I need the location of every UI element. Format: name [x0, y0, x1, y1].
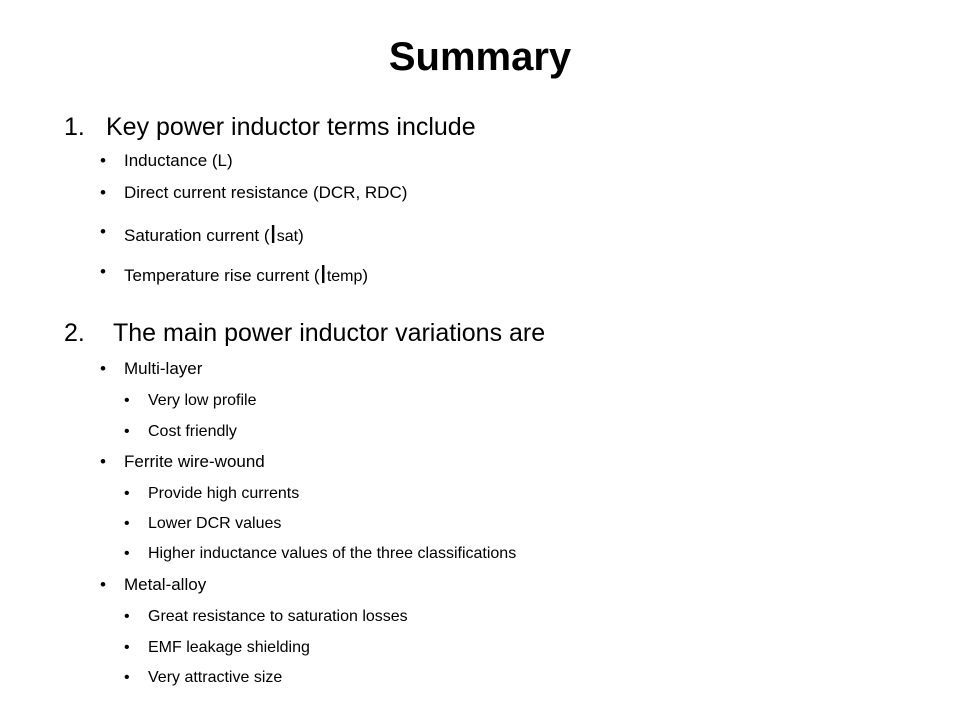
bullet-icon: • — [100, 151, 106, 170]
bullet-icon: • — [124, 545, 130, 562]
item-suffix: ) — [298, 226, 304, 245]
section-2-heading-text: The main power inductor variations are — [113, 319, 546, 347]
item-text — [124, 219, 304, 249]
bullet-icon: • — [100, 262, 106, 281]
subitem-text: EMF leakage shielding — [148, 639, 310, 656]
bullet-icon: • — [100, 222, 106, 241]
item-suffix: ) — [362, 266, 369, 285]
item-text: Metal-alloy — [124, 575, 207, 594]
bullet-icon: • — [124, 608, 130, 625]
subitem-text: Higher inductance values of the three classifications — [148, 545, 517, 562]
subitem-text: Cost friendly — [148, 423, 237, 440]
item-text — [124, 259, 369, 289]
current-symbol: I — [319, 259, 327, 289]
subitem-text: Provide high currents — [148, 485, 300, 502]
bullet-icon: • — [124, 485, 130, 502]
bullet-icon: • — [124, 669, 130, 686]
item-text: Ferrite wire-wound — [124, 452, 265, 471]
bullet-icon: • — [100, 575, 106, 594]
bullet-icon: • — [100, 452, 106, 471]
current-subscript: temp — [326, 268, 363, 285]
section-2-number: 2. — [64, 319, 85, 347]
subitem-text: Very low profile — [148, 392, 257, 409]
bullet-icon: • — [100, 183, 106, 202]
current-symbol: I — [269, 219, 277, 249]
bullet-icon: • — [100, 359, 106, 378]
bullet-icon: • — [124, 392, 130, 409]
current-subscript: sat — [276, 228, 299, 245]
subitem-text: Lower DCR values — [148, 515, 282, 532]
slide-title: Summary — [388, 35, 572, 79]
bullet-icon: • — [124, 515, 130, 532]
subitem-text: Very attractive size — [148, 669, 283, 686]
bullet-icon: • — [124, 423, 130, 440]
item-text: Multi-layer — [124, 359, 203, 378]
section-1-heading-text: Key power inductor terms include — [106, 113, 476, 141]
bullet-icon: • — [124, 639, 130, 656]
section-1-number: 1. — [64, 113, 85, 141]
item-prefix: Saturation current ( — [124, 226, 270, 245]
subitem-text: Great resistance to saturation losses — [148, 608, 408, 625]
item-text: Direct current resistance (DCR, RDC) — [124, 183, 408, 202]
item-prefix: Temperature rise current ( — [124, 266, 320, 285]
item-text: Inductance (L) — [124, 151, 233, 170]
